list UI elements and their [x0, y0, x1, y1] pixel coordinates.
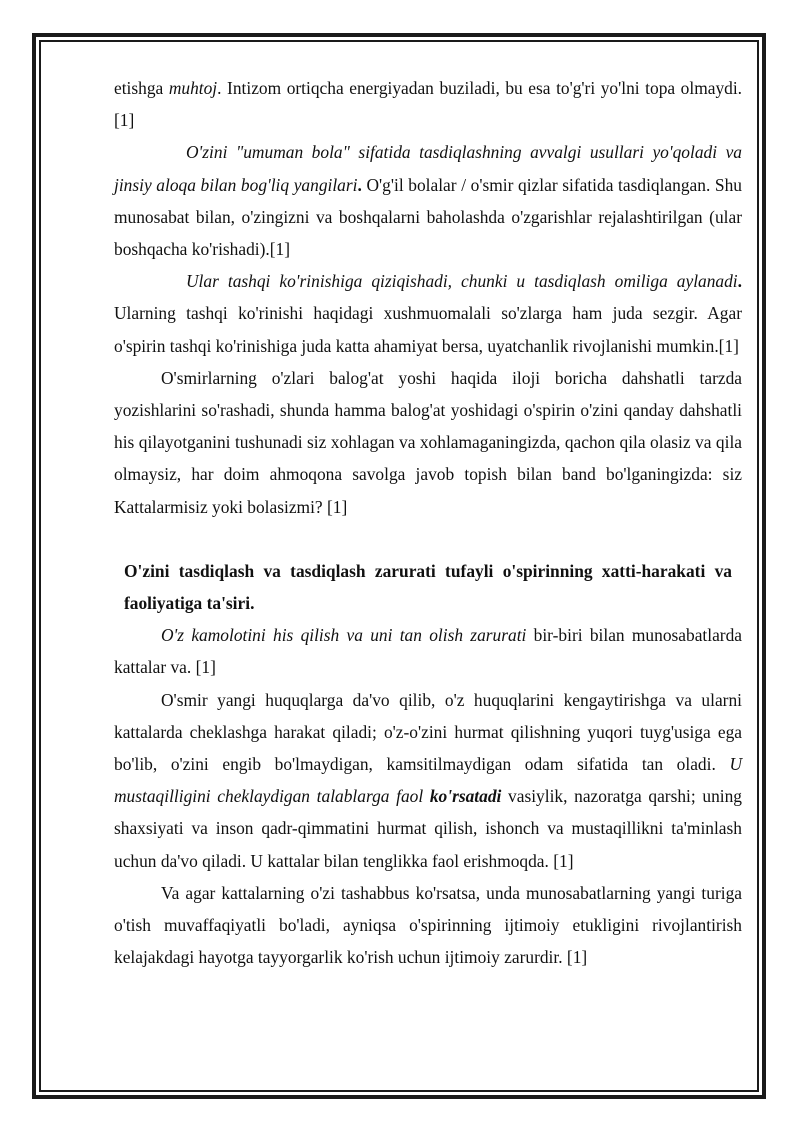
paragraph-6-text: vasiylik, nazoratga qarshi; uning shaxsiyati va inson qadr-qimmatini hurmat qilish, ishonch va mustaqillikni ta'minlash uchun da'vo qiladi. U kattalar bilan tenglikka faol erishmoqda. [1]	[114, 786, 742, 871]
paragraph-1-italic: muhtoj	[168, 78, 218, 98]
paragraph-4: O'smirlarning o'zlari balog'at yoshi haqida iloji boricha dahshatli tarzda yozishlarini so'rashadi, shunda hamma balog'at yoshidagi o'spirin o'zini qanday dahshatli his qilayotganini tushunadi siz xohlagan va xohlamaganingizda, qachon qila olasiz va qila olmaysiz, har doim ahmoqona savolga javob topish bilan band bo'lganingizda: siz Kattalarmisiz yoki bolasizmi? [1]	[114, 367, 742, 517]
paragraph-6-italic: U mustaqilligini cheklaydigan talablarga faol	[114, 754, 742, 807]
paragraph-6	[114, 684, 742, 877]
paragraph-3-text: Ularning tashqi ko'rinishi haqidagi xushmuomalali so'zlarga ham juda sezgir. Agar o'spirin tashqi ko'rinishiga juda katta ahamiyat bersa, uyatchanlik rivojlanishi mumkin.[1]	[114, 303, 742, 356]
paragraph-3-bold: .	[737, 271, 742, 292]
paragraph-2-bold: .	[357, 174, 362, 195]
paragraph-2	[114, 136, 742, 265]
paragraph-5-italic: O'z kamolotini his qilish va uni tan olish zarurati	[161, 625, 527, 646]
paragraph-7: Va agar kattalarning o'zi tashabbus ko'rsatsa, unda munosabatlarning yangi turiga o'tish muvaffaqiyatli bo'ladi, ayniqsa o'spirinning ijtimoiy etukligini rivojlantirish kelajakdagi hayotga tayyorgarlik ko'rish uchun ijtimoiy zarurdir. [1]	[114, 882, 742, 968]
paragraph-1-start: etishga	[114, 78, 169, 98]
paragraph-6-bold-italic: ko'rsatadi	[429, 786, 502, 807]
paragraph-5-text: bir-biri bilan munosabatlarda kattalar va. [1]	[114, 625, 743, 678]
paragraph-3-italic: Ular tashqi ko'rinishiga qiziqishadi, chunki u tasdiqlash omiliga aylanadi	[186, 271, 738, 292]
document-body	[114, 72, 742, 973]
paragraph-5	[114, 619, 742, 683]
section-heading: O'zini tasdiqlash va tasdiqlash zarurati tufayli o'spirinning xatti-harakati va faoliyatiga ta'siri.	[124, 560, 732, 614]
paragraph-2-text: O'g'il bolalar / o'smir qizlar sifatida tasdiqlangan. Shu munosabat bilan, o'zingizni va boshqalarni baholashda o'zgarishlar rejalashtirilgan (ular boshqacha ko'rishadi).[1]	[114, 174, 742, 260]
spacer	[114, 523, 742, 555]
paragraph-1	[114, 72, 742, 136]
paragraph-3	[114, 265, 742, 362]
paragraph-6-start: O'smir yangi huquqlarga da'vo qilib, o'z huquqlarini kengaytirishga va ularni kattalarda cheklashga harakat qiladi; o'z-o'zini hurmat qilishning yuqori tuyg'usiga ega bo'lib, o'zini engib bo'lmaydigan, kamsitilmaydigan odam sifatida tan oladi.	[114, 689, 742, 775]
paragraph-1-text: . Intizom ortiqcha energiyadan buziladi, bu esa to'g'ri yo'lni topa olmaydi.[1]	[114, 78, 743, 131]
paragraph-2-italic: O'zini "umuman bola" sifatida tasdiqlashning avvalgi usullari yo'qoladi va jinsiy aloqa bilan bog'liq yangilari	[114, 142, 742, 195]
